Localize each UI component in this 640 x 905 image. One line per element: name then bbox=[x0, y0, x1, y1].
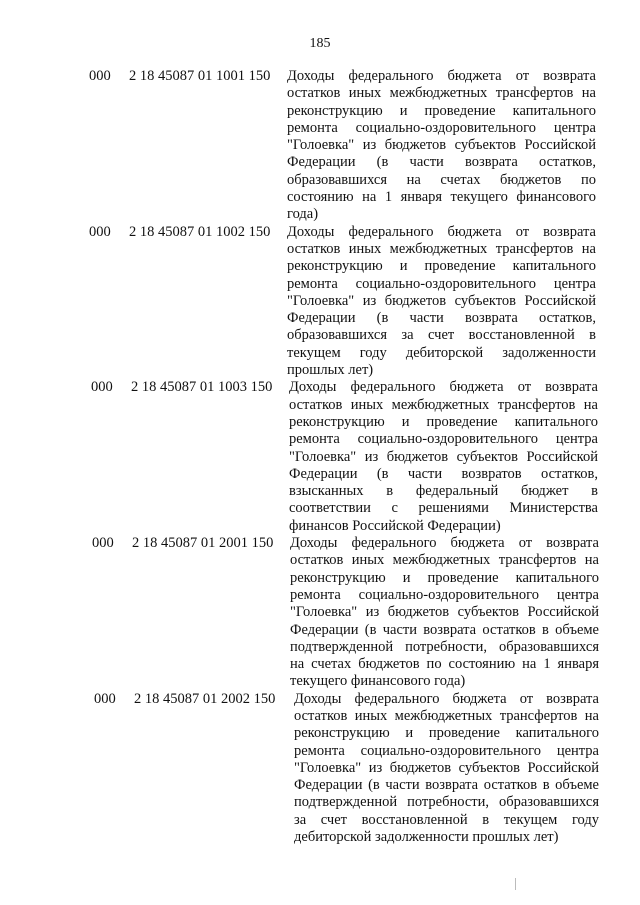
income-description: Доходы федерального бюджета от возврата остатков иных межбюджетных трансфертов на реконструкцию и проведение капитального ремонта социально-оздоровительного центра "Голоевка" из бюджетов субъектов Российской Федерации (в части возврата остатков, образовавшихся на счетах бюджетов по состоянию на 1 января текущего финансового года) bbox=[287, 68, 596, 223]
admin-code: 000 bbox=[89, 68, 111, 84]
page-number: 185 bbox=[309, 36, 331, 51]
income-code: 2 18 45087 01 2002 150 bbox=[134, 690, 276, 707]
income-description: Доходы федерального бюджета от возврата остатков иных межбюджетных трансфертов на реконструкцию и проведение капитального ремонта социально-оздоровительного центра "Голоевка" из бюджетов субъектов Российской Федерации (в части возвратов остатков, взысканных в федеральный бюджет в соответствии с решениями Министерства финансов Российской Федерации) bbox=[289, 379, 598, 534]
admin-code: 000 bbox=[92, 535, 114, 552]
table-row bbox=[0, 224, 640, 380]
income-code: 2 18 45087 01 1001 150 bbox=[129, 68, 271, 84]
income-description: Доходы федерального бюджета от возврата остатков иных межбюджетных трансфертов на реконструкцию и проведение капитального ремонта социально-оздоровительного центра "Голоевка" из бюджетов субъектов Российской Федерации (в части возврата остатков в объеме подтвержденной потребности, образовавшихся на счетах бюджетов по состоянию на 1 января текущего финансового года) bbox=[290, 535, 599, 690]
income-description: Доходы федерального бюджета от возврата остатков иных межбюджетных трансфертов на реконструкцию и проведение капитального ремонта социально-оздоровительного центра "Голоевка" из бюджетов субъектов Российской Федерации (в части возврата остатков в объеме подтвержденной потребности, образовавшихся за счет восстановленной в текущем году дебиторской задолженности прошлых лет) bbox=[294, 690, 599, 846]
income-code: 2 18 45087 01 1003 150 bbox=[131, 379, 273, 396]
income-description: Доходы федерального бюджета от возврата остатков иных межбюджетных трансфертов на реконструкцию и проведение капитального ремонта социально-оздоровительного центра "Голоевка" из бюджетов субъектов Российской Федерации (в части возврата остатков, образовавшихся за счет восстановленной в текущем году дебиторской задолженности прошлых лет) bbox=[287, 223, 596, 379]
table-row bbox=[0, 68, 640, 224]
table-row bbox=[0, 691, 640, 847]
income-code: 2 18 45087 01 2001 150 bbox=[132, 535, 274, 552]
scan-artifact bbox=[515, 878, 516, 890]
admin-code: 000 bbox=[89, 223, 111, 240]
income-code: 2 18 45087 01 1002 150 bbox=[129, 223, 271, 240]
admin-code: 000 bbox=[94, 690, 116, 707]
table-row bbox=[0, 535, 640, 691]
income-codes-table bbox=[0, 68, 640, 846]
table-row bbox=[0, 379, 640, 535]
admin-code: 000 bbox=[91, 379, 113, 396]
